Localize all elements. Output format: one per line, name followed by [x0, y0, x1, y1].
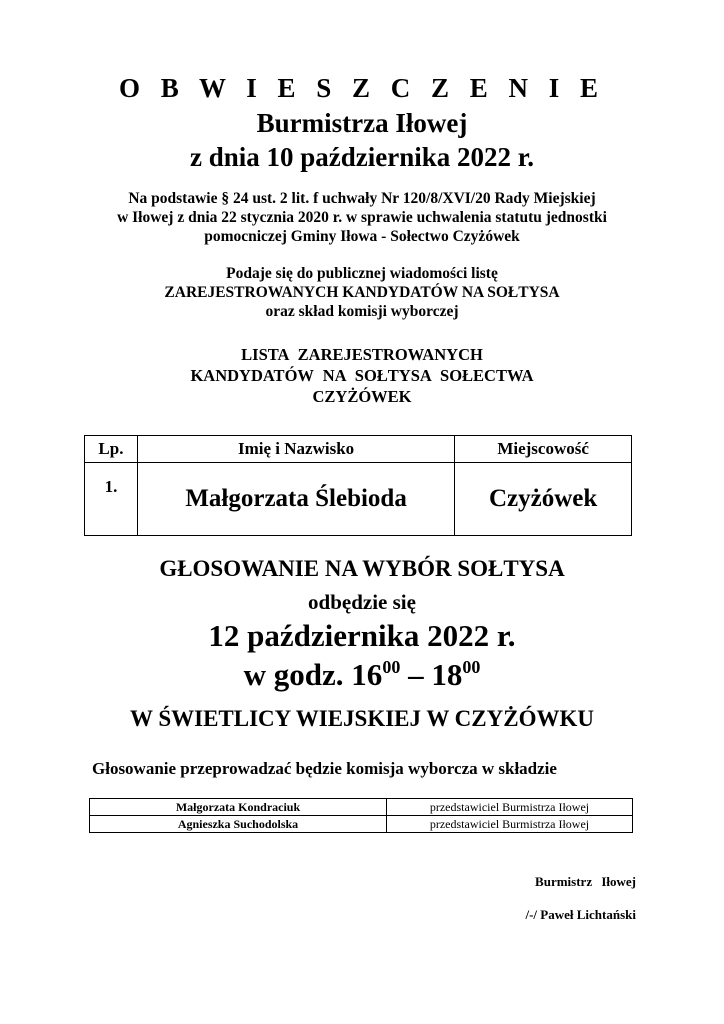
list-title-line: CZYŻÓWEK: [312, 387, 412, 406]
legal-basis-line: w Iłowej z dnia 22 stycznia 2020 r. w sprawie uchwalenia statutu jednostki: [117, 209, 607, 226]
candidate-name: Małgorzata Ślebioda: [137, 463, 454, 536]
list-title: [0, 344, 724, 407]
time-prefix: w godz. 16: [243, 657, 383, 692]
legal-basis-line: Na podstawie § 24 ust. 2 lit. f uchwały Nr 120/8/XVI/20 Rady Miejskiej: [128, 190, 596, 207]
announcement-line: Podaje się do publicznej wiadomości listę: [226, 265, 498, 282]
commission-member-name: Agnieszka Suchodolska: [90, 816, 387, 833]
voting-will-take-place: odbędzie się: [308, 590, 416, 614]
commission-intro: Głosowanie przeprowadzać będzie komisja wyborcza w składzie: [92, 759, 557, 778]
announcement: [0, 264, 724, 321]
candidate-place: Czyżówek: [455, 463, 632, 536]
legal-basis-line: pomocniczej Gminy Iłowa - Sołectwo Czyżówek: [204, 228, 520, 245]
candidate-lp: 1.: [85, 463, 138, 536]
candidates-table: [84, 435, 632, 536]
voting-location: W ŚWIETLICY WIEJSKIEJ W CZYŻÓWKU: [130, 706, 594, 731]
table-header-row: [85, 436, 632, 463]
commission-member-role: przedstawiciel Burmistrza Iłowej: [387, 816, 633, 833]
voting-heading: GŁOSOWANIE NA WYBÓR SOŁTYSA: [159, 556, 565, 581]
commission-member-name: Małgorzata Kondraciuk: [90, 799, 387, 816]
announcement-line: ZAREJESTROWANYCH KANDYDATÓW NA SOŁTYSA: [164, 284, 560, 301]
column-header-name: Imię i Nazwisko: [137, 436, 454, 463]
time-dash: – 18: [400, 657, 463, 692]
column-header-place: Miejscowość: [455, 436, 632, 463]
document-date: z dnia 10 października 2022 r.: [189, 142, 535, 172]
time-start-minutes: 00: [382, 657, 401, 677]
signature-name: /-/ Paweł Lichtański: [525, 907, 636, 922]
table-row: [90, 799, 633, 816]
list-title-line: LISTA ZAREJESTROWANYCH: [241, 345, 483, 364]
legal-basis: [0, 189, 724, 246]
list-title-line: KANDYDATÓW NA SOŁTYSA SOŁECTWA: [190, 366, 534, 385]
commission-table: [89, 798, 633, 833]
signature-title: Burmistrz Iłowej: [535, 874, 636, 889]
table-row: [90, 816, 633, 833]
commission-member-role: przedstawiciel Burmistrza Iłowej: [387, 799, 633, 816]
column-header-lp: Lp.: [85, 436, 138, 463]
document-subtitle: Burmistrza Iłowej: [256, 108, 468, 138]
voting-date: 12 października 2022 r.: [208, 618, 516, 653]
document-title: O B W I E S Z C Z E N I E: [118, 73, 606, 103]
table-row: [85, 463, 632, 536]
voting-time: [0, 656, 724, 694]
announcement-line: oraz skład komisji wyborczej: [265, 303, 459, 320]
time-end-minutes: 00: [462, 657, 481, 677]
